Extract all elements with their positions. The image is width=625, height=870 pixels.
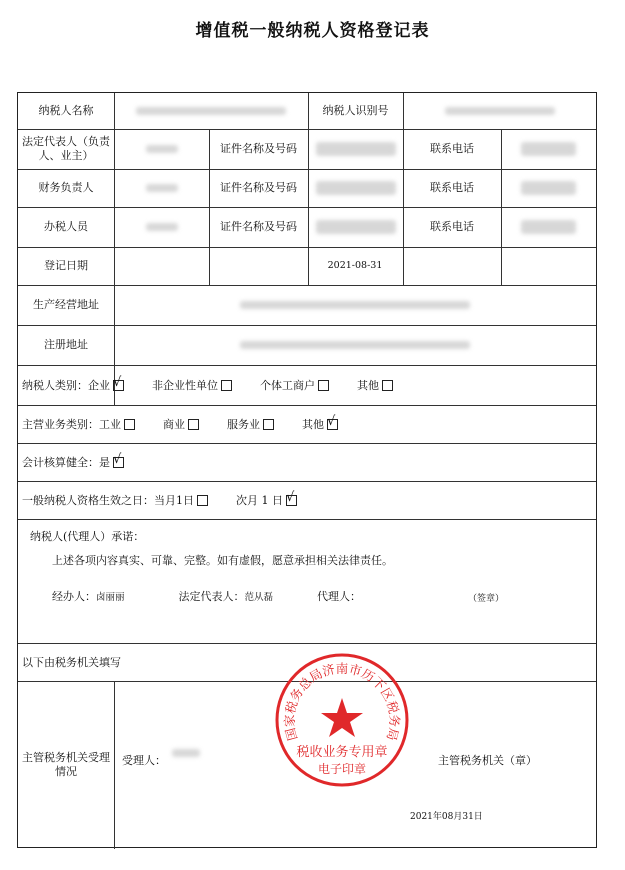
phone-value [501, 207, 596, 247]
finance-head-label: 财务负责人 [38, 181, 94, 194]
phone-value [501, 129, 596, 169]
id-number-value [308, 207, 403, 247]
checkbox-other-type[interactable] [382, 380, 393, 391]
seal-line2: 电子印章 [317, 762, 367, 776]
tax-handler-label: 办税人员 [44, 220, 88, 233]
accounting-row [22, 443, 134, 481]
finance-head-value [114, 169, 209, 207]
check-mark-icon: √ [113, 374, 122, 390]
checkbox-enterprise[interactable] [113, 374, 124, 391]
id-number-value [308, 169, 403, 207]
id-type-label: 证件名称及号码 [220, 181, 297, 194]
pledge-text: 上述各项内容真实、可靠、完整。如有虚假，愿意承担相关法律责任。 [52, 554, 393, 567]
star-icon [321, 698, 363, 737]
effective-label: 一般纳税人资格生效之日： [22, 494, 154, 507]
handler-label: 经办人： [52, 590, 96, 603]
reg-date-label: 登记日期 [44, 259, 88, 272]
id-type-label: 证件名称及号码 [220, 142, 297, 155]
checkbox-current-month[interactable] [197, 495, 208, 506]
official-seal [274, 652, 410, 788]
business-address-value [114, 285, 596, 325]
reg-date-value: 2021-08-31 [327, 260, 383, 271]
legal-rep-label: 法定代表人（负责人、业主） [22, 135, 110, 162]
check-mark-icon: √ [113, 451, 122, 467]
taxpayer-name-label: 纳税人名称 [38, 104, 94, 117]
checkbox-individual[interactable] [318, 380, 329, 391]
phone-label: 联系电话 [430, 142, 474, 155]
option-industry: 工业 [99, 418, 121, 431]
checkbox-accounting[interactable] [113, 451, 124, 468]
taxpayer-id-value [403, 93, 596, 129]
option-enterprise: 企业 [88, 379, 110, 392]
business-type-label: 主营业务类别： [22, 418, 99, 431]
phone-label: 联系电话 [430, 220, 474, 233]
pledge-title: 纳税人(代理人）承诺： [30, 530, 145, 543]
form-title: 增值税一般纳税人资格登记表 [195, 21, 430, 41]
checkbox-service[interactable] [263, 419, 274, 430]
option-current-month: 当月1日 [154, 494, 194, 507]
receiver-label: 受理人： [122, 754, 166, 767]
tax-office-section-label: 主管税务机关受理情况 [22, 751, 110, 778]
tax-office-header: 以下由税务机关填写 [22, 656, 121, 669]
registered-address-value [114, 325, 596, 365]
taxpayer-type-label: 纳税人类别： [22, 379, 88, 392]
option-non-enterprise: 非企业性单位 [152, 379, 218, 392]
seal-note: （签章） [468, 593, 505, 604]
effective-row [22, 481, 307, 519]
checkbox-next-month[interactable] [286, 489, 297, 506]
option-other-type: 其他 [357, 379, 379, 392]
accounting-label: 会计核算健全：是 [22, 456, 110, 469]
business-type-row [22, 405, 348, 443]
taxpayer-name-value [114, 93, 308, 129]
option-other-business: 其他 [302, 418, 324, 431]
checkbox-other-business[interactable] [327, 413, 338, 430]
agent-label: 代理人： [317, 590, 362, 603]
receiver-value [172, 749, 200, 757]
phone-value [501, 169, 596, 207]
receiver-row [122, 753, 200, 767]
registered-address-label: 注册地址 [44, 338, 88, 351]
option-next-month: 次月 1 日 [236, 494, 283, 507]
legal-label: 法定代表人： [178, 590, 245, 603]
checkbox-non-enterprise[interactable] [221, 380, 232, 391]
option-commerce: 商业 [163, 418, 185, 431]
col-divider [114, 681, 115, 849]
authority-label: 主管税务机关（章） [438, 754, 537, 767]
seal-ring-text: 国家税务总局济南市历下区税务局 [281, 660, 403, 743]
taxpayer-id-label: 纳税人识别号 [322, 104, 389, 117]
pledge-signatures [52, 589, 361, 603]
legal-rep-value [114, 129, 209, 169]
check-mark-icon: √ [327, 413, 336, 429]
handler-name: 卤丽丽 [96, 592, 125, 603]
option-service: 服务业 [227, 418, 260, 431]
phone-label: 联系电话 [430, 181, 474, 194]
business-address-label: 生产经营地址 [33, 298, 99, 311]
taxpayer-type-row [22, 365, 403, 405]
seal-line1: 税收业务专用章 [296, 745, 388, 760]
checkbox-commerce[interactable] [188, 419, 199, 430]
checkbox-industry[interactable] [124, 419, 135, 430]
row-divider [18, 519, 596, 520]
option-individual: 个体工商户 [260, 379, 315, 392]
id-type-label: 证件名称及号码 [220, 220, 297, 233]
legal-name: 范从磊 [244, 592, 274, 603]
tax-handler-value [114, 207, 209, 247]
id-number-value [308, 129, 403, 169]
tax-office-date: 2021年08月31日 [410, 811, 483, 822]
check-mark-icon: √ [286, 489, 295, 505]
